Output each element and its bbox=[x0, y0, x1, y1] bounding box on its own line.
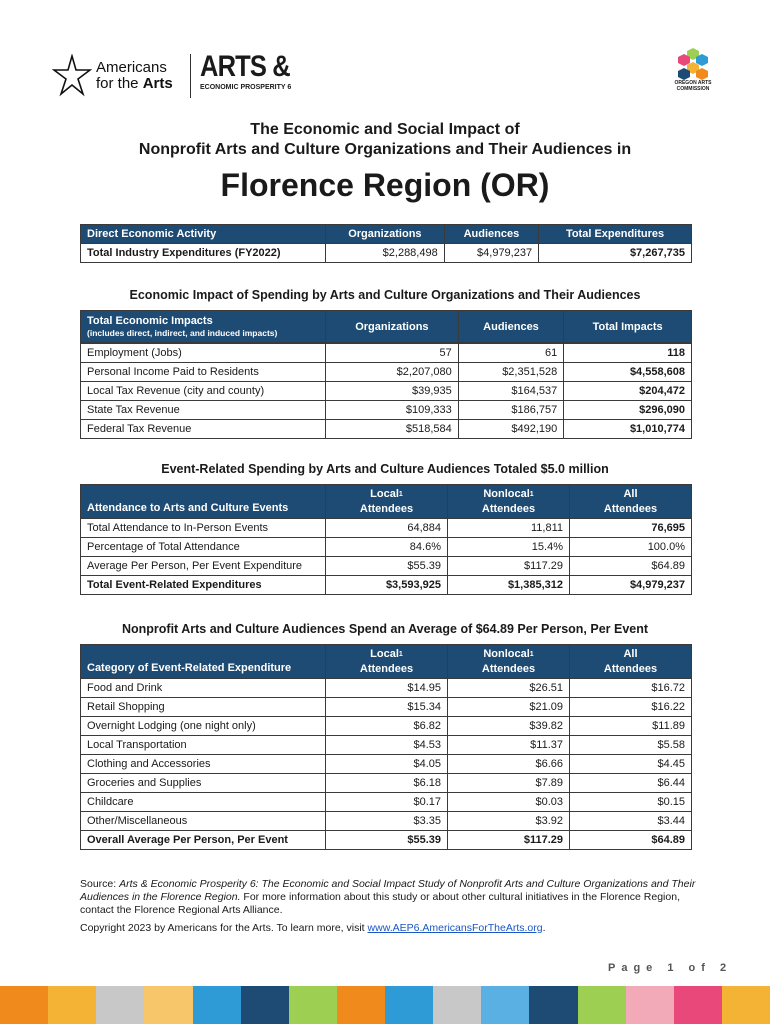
event-row-local: 64,884 bbox=[326, 519, 448, 538]
title-line1: The Economic and Social Impact of bbox=[250, 121, 520, 138]
spend-row-all: $6.44 bbox=[570, 774, 692, 793]
econ-row-audiences: 61 bbox=[458, 344, 564, 363]
spend-row-all: $16.22 bbox=[570, 698, 692, 717]
spend-header-all bbox=[570, 645, 692, 679]
event-row-label: Average Per Person, Per Event Expenditure bbox=[81, 557, 326, 576]
spend-row-nonlocal: $21.09 bbox=[448, 698, 570, 717]
attendees-label: Attendees bbox=[481, 502, 536, 515]
event-row-nonlocal: 15.4% bbox=[448, 538, 570, 557]
spend-row-label: Groceries and Supplies bbox=[81, 774, 326, 793]
band-tile bbox=[481, 986, 529, 1024]
spend-row-nonlocal: $6.66 bbox=[448, 755, 570, 774]
econ-row-label: Local Tax Revenue (city and county) bbox=[81, 382, 326, 401]
spend-row-label: Clothing and Accessories bbox=[81, 755, 326, 774]
econ-row-total: $1,010,774 bbox=[564, 420, 692, 439]
spend-row-nonlocal: $11.37 bbox=[448, 736, 570, 755]
source-title: Arts & Economic Prosperity 6: The Economic and Social Impact Study of Nonprofit Arts and Culture Organizations and Their Audiences in the Florence Region. bbox=[80, 878, 696, 903]
aep6-website-link[interactable]: www.AEP6.AmericansForTheArts.org bbox=[367, 922, 543, 934]
event-total-local: $3,593,925 bbox=[326, 576, 448, 595]
spend-row-local: $4.53 bbox=[326, 736, 448, 755]
spend-total-local: $55.39 bbox=[326, 831, 448, 850]
econ-header-audiences: Audiences bbox=[458, 311, 564, 343]
nonlocal-label: Nonlocal bbox=[483, 647, 530, 660]
star-icon bbox=[52, 54, 92, 98]
econ-row-label: Employment (Jobs) bbox=[81, 344, 326, 363]
page-number: Page 1 of 2 bbox=[608, 962, 733, 974]
spend-header-category: Category of Event-Related Expenditure bbox=[81, 645, 326, 679]
direct-header-audiences: Audiences bbox=[444, 225, 538, 244]
oac-line1: OREGON ARTS bbox=[674, 80, 712, 86]
spend-row-all: $3.44 bbox=[570, 812, 692, 831]
footnote-marker: 1 bbox=[529, 490, 534, 498]
page-title bbox=[0, 120, 770, 160]
spend-total-label: Overall Average Per Person, Per Event bbox=[81, 831, 326, 850]
band-tile bbox=[0, 986, 48, 1024]
econ-row-total: $296,090 bbox=[564, 401, 692, 420]
event-total-all: $4,979,237 bbox=[570, 576, 692, 595]
band-tile bbox=[578, 986, 626, 1024]
event-row-nonlocal: $117.29 bbox=[448, 557, 570, 576]
afta-line2b: Arts bbox=[142, 75, 173, 92]
event-row-all: $64.89 bbox=[570, 557, 692, 576]
spend-row-label: Retail Shopping bbox=[81, 698, 326, 717]
decorative-icon-band bbox=[0, 986, 770, 1024]
event-row-local: 84.6% bbox=[326, 538, 448, 557]
event-row-nonlocal: 11,811 bbox=[448, 519, 570, 538]
band-tile bbox=[337, 986, 385, 1024]
econ-row-label: Personal Income Paid to Residents bbox=[81, 363, 326, 382]
event-total-label: Total Event-Related Expenditures bbox=[81, 576, 326, 595]
spend-row-label: Local Transportation bbox=[81, 736, 326, 755]
econ-header-impacts-note: (includes direct, indirect, and induced impacts) bbox=[87, 327, 278, 338]
attendees-label: Attendees bbox=[359, 662, 414, 675]
event-total-nonlocal: $1,385,312 bbox=[448, 576, 570, 595]
direct-header-orgs: Organizations bbox=[326, 225, 445, 244]
aep6-logo bbox=[200, 52, 306, 91]
econ-header-total: Total Impacts bbox=[564, 311, 692, 343]
region-name: Florence Region (OR) bbox=[220, 167, 550, 203]
band-tile bbox=[289, 986, 337, 1024]
attendees-label: Attendees bbox=[481, 662, 536, 675]
spend-row-label: Food and Drink bbox=[81, 679, 326, 698]
event-heading: Event-Related Spending by Arts and Culture Audiences Totaled $5.0 million bbox=[161, 462, 609, 476]
spend-header-local bbox=[326, 645, 448, 679]
footnote-marker: 1 bbox=[529, 650, 534, 658]
spend-row-all: $16.72 bbox=[570, 679, 692, 698]
per-person-spend-table bbox=[80, 644, 692, 850]
spend-row-local: $3.35 bbox=[326, 812, 448, 831]
band-tile bbox=[433, 986, 481, 1024]
source-lead: Source: bbox=[80, 878, 120, 890]
attendees-label: Attendees bbox=[603, 502, 658, 515]
spend-row-local: $6.82 bbox=[326, 717, 448, 736]
band-tile bbox=[674, 986, 722, 1024]
econ-row-audiences: $164,537 bbox=[458, 382, 564, 401]
spend-row-nonlocal: $7.89 bbox=[448, 774, 570, 793]
band-tile bbox=[96, 986, 144, 1024]
spend-heading: Nonprofit Arts and Culture Audiences Spend an Average of $64.89 Per Person, Per Event bbox=[121, 622, 649, 636]
econ-row-label: State Tax Revenue bbox=[81, 401, 326, 420]
spend-row-local: $15.34 bbox=[326, 698, 448, 717]
event-row-all: 76,695 bbox=[570, 519, 692, 538]
event-row-local: $55.39 bbox=[326, 557, 448, 576]
direct-row-total: $7,267,735 bbox=[539, 244, 692, 263]
direct-row-label: Total Industry Expenditures (FY2022) bbox=[81, 244, 326, 263]
band-tile bbox=[193, 986, 241, 1024]
nonlocal-label: Nonlocal bbox=[483, 487, 530, 500]
spend-total-all: $64.89 bbox=[570, 831, 692, 850]
event-header-attendance: Attendance to Arts and Culture Events bbox=[81, 485, 326, 519]
spend-row-label: Overnight Lodging (one night only) bbox=[81, 717, 326, 736]
direct-activity-table bbox=[80, 224, 692, 263]
hexagon-cluster-icon bbox=[668, 46, 718, 80]
econ-row-audiences: $2,351,528 bbox=[458, 363, 564, 382]
spend-row-nonlocal: $0.03 bbox=[448, 793, 570, 812]
spend-row-local: $0.17 bbox=[326, 793, 448, 812]
economic-impact-table bbox=[80, 310, 692, 439]
spend-row-all: $5.58 bbox=[570, 736, 692, 755]
band-tile bbox=[48, 986, 96, 1024]
band-tile bbox=[144, 986, 192, 1024]
afta-line1: Americans bbox=[96, 59, 167, 76]
event-header-local bbox=[326, 485, 448, 519]
all-label: All bbox=[623, 487, 638, 500]
aep6-logo-subtitle: ECONOMIC PROSPERITY 6 bbox=[200, 84, 292, 91]
spend-row-all: $0.15 bbox=[570, 793, 692, 812]
attendees-label: Attendees bbox=[359, 502, 414, 515]
band-tile bbox=[241, 986, 289, 1024]
econ-row-total: $4,558,608 bbox=[564, 363, 692, 382]
spend-header-nonlocal bbox=[448, 645, 570, 679]
econ-header-impacts bbox=[81, 311, 326, 343]
spend-row-local: $4.05 bbox=[326, 755, 448, 774]
direct-row-audiences: $4,979,237 bbox=[444, 244, 538, 263]
direct-header-activity: Direct Economic Activity bbox=[81, 225, 326, 244]
spend-row-local: $6.18 bbox=[326, 774, 448, 793]
spend-row-nonlocal: $26.51 bbox=[448, 679, 570, 698]
econ-heading: Economic Impact of Spending by Arts and Culture Organizations and Their Audiences bbox=[129, 288, 641, 302]
band-tile bbox=[385, 986, 433, 1024]
econ-row-orgs: $518,584 bbox=[326, 420, 459, 439]
econ-row-audiences: $492,190 bbox=[458, 420, 564, 439]
footnote-marker: 1 bbox=[398, 490, 403, 498]
event-row-label: Percentage of Total Attendance bbox=[81, 538, 326, 557]
event-header-nonlocal bbox=[448, 485, 570, 519]
spend-row-nonlocal: $39.82 bbox=[448, 717, 570, 736]
event-row-label: Total Attendance to In-Person Events bbox=[81, 519, 326, 538]
direct-header-total: Total Expenditures bbox=[539, 225, 692, 244]
spend-row-all: $4.45 bbox=[570, 755, 692, 774]
event-header-all bbox=[570, 485, 692, 519]
spend-row-label: Childcare bbox=[81, 793, 326, 812]
econ-row-orgs: 57 bbox=[326, 344, 459, 363]
title-line2: Nonprofit Arts and Culture Organizations and Their Audiences in bbox=[138, 141, 632, 158]
copyright-end: . bbox=[542, 922, 546, 934]
local-label: Local bbox=[370, 487, 399, 500]
econ-header-impacts-title: Total Economic Impacts bbox=[87, 314, 213, 327]
oregon-arts-commission-logo bbox=[668, 46, 718, 96]
all-label: All bbox=[623, 647, 638, 660]
direct-row-orgs: $2,288,498 bbox=[326, 244, 445, 263]
copyright-note bbox=[80, 922, 700, 934]
footnote-marker: 1 bbox=[398, 650, 403, 658]
copyright-text: Copyright 2023 by Americans for the Arts. To learn more, visit bbox=[80, 922, 368, 934]
econ-row-orgs: $2,207,080 bbox=[326, 363, 459, 382]
source-note bbox=[80, 878, 700, 917]
econ-row-audiences: $186,757 bbox=[458, 401, 564, 420]
aep6-logo-title: ARTS & bbox=[200, 50, 290, 83]
spend-row-nonlocal: $3.92 bbox=[448, 812, 570, 831]
source-rest: For more information about this study or about other cultural initiatives in the Florence Region, contact the Florence Regional Arts Alliance. bbox=[80, 891, 680, 916]
band-tile bbox=[626, 986, 674, 1024]
event-spending-table bbox=[80, 484, 692, 595]
event-row-all: 100.0% bbox=[570, 538, 692, 557]
spend-row-local: $14.95 bbox=[326, 679, 448, 698]
econ-row-orgs: $39,935 bbox=[326, 382, 459, 401]
oac-line2: COMMISSION bbox=[676, 86, 710, 92]
afta-line2a: for the bbox=[96, 75, 143, 92]
spend-total-nonlocal: $117.29 bbox=[448, 831, 570, 850]
spend-row-all: $11.89 bbox=[570, 717, 692, 736]
econ-row-label: Federal Tax Revenue bbox=[81, 420, 326, 439]
attendees-label: Attendees bbox=[603, 662, 658, 675]
econ-row-total: $204,472 bbox=[564, 382, 692, 401]
spend-row-label: Other/Miscellaneous bbox=[81, 812, 326, 831]
econ-row-total: 118 bbox=[564, 344, 692, 363]
econ-header-orgs: Organizations bbox=[326, 311, 459, 343]
band-tile bbox=[529, 986, 577, 1024]
band-tile bbox=[722, 986, 770, 1024]
local-label: Local bbox=[370, 647, 399, 660]
econ-row-orgs: $109,333 bbox=[326, 401, 459, 420]
logo-divider bbox=[190, 54, 191, 98]
americans-for-the-arts-logo bbox=[52, 54, 182, 98]
